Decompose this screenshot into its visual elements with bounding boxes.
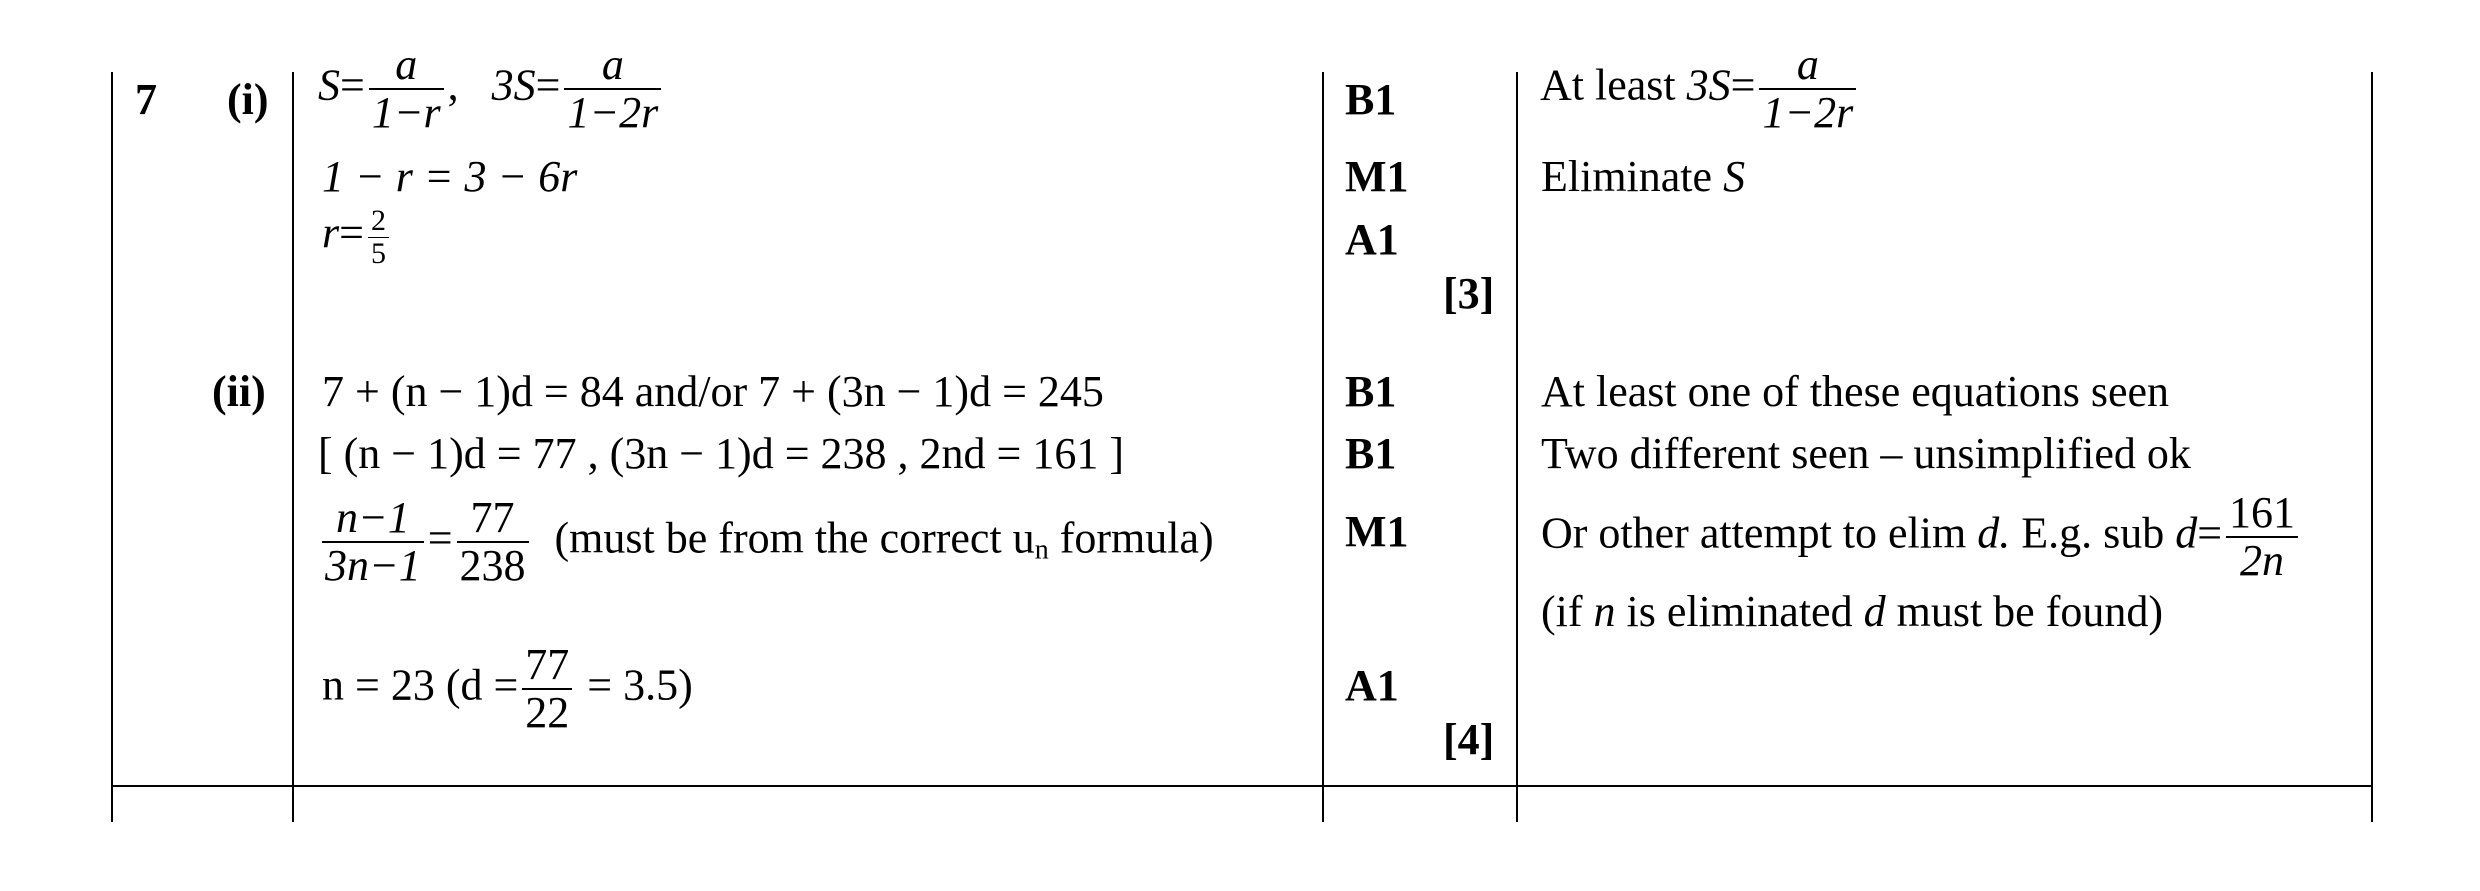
part-label-ii: (ii) bbox=[212, 367, 266, 416]
answer-text: = 3.5) bbox=[576, 660, 693, 710]
fraction-denominator: 3n−1 bbox=[325, 541, 421, 591]
answer-text: n = 23 (d = bbox=[322, 660, 519, 710]
answer-i-line1 bbox=[318, 40, 798, 152]
part-label-i: (i) bbox=[227, 75, 269, 124]
guidance-text: Or other attempt to elim bbox=[1541, 508, 1967, 558]
guidance-text: must be found) bbox=[1896, 587, 2163, 636]
fraction-numerator: a bbox=[369, 42, 444, 90]
fraction-numerator: 2 bbox=[368, 205, 389, 238]
row-divider bbox=[111, 785, 2373, 787]
equals-sign: = bbox=[535, 60, 561, 110]
mark-code: B1 bbox=[1345, 429, 1397, 478]
mark-code: M1 bbox=[1345, 152, 1409, 201]
var-d: d bbox=[1863, 587, 1886, 636]
subscript-n: n bbox=[1034, 534, 1049, 566]
answer-i-line2: 1 − r = 3 − 6r bbox=[322, 152, 578, 201]
guidance-text: At least bbox=[1540, 60, 1676, 110]
mark-code: A1 bbox=[1345, 215, 1399, 264]
fraction-numerator: 161 bbox=[2226, 490, 2298, 538]
fraction-numerator: 77 bbox=[457, 495, 529, 543]
fraction-denominator: 1−r bbox=[371, 88, 441, 138]
mark-code: B1 bbox=[1345, 367, 1397, 416]
var-s: S bbox=[318, 60, 340, 110]
fraction-denominator: 1−2r bbox=[1762, 88, 1854, 138]
equals-sign: = bbox=[2197, 508, 2223, 558]
guidance-text: is eliminated bbox=[1626, 587, 1853, 636]
fraction-numerator: a bbox=[564, 42, 661, 90]
column-divider-part bbox=[292, 72, 294, 822]
fraction-numerator: 77 bbox=[522, 642, 572, 690]
guidance-ii-line1: At least one of these equations seen bbox=[1541, 367, 2170, 416]
answer-ii-line2: [ (n − 1)d = 77 , (3n − 1)d = 238 , 2nd = 161 ] bbox=[318, 429, 1124, 478]
guidance-text: Eliminate bbox=[1541, 152, 1713, 201]
fraction-denominator: 22 bbox=[525, 688, 570, 738]
table-border-right bbox=[2371, 72, 2373, 822]
guidance-text: (if bbox=[1541, 587, 1583, 636]
fraction-denominator: 238 bbox=[459, 541, 526, 591]
comma: , bbox=[447, 60, 459, 110]
fraction-numerator: a bbox=[1759, 42, 1856, 90]
guidance-ii-line3 bbox=[1541, 490, 2302, 584]
mark-code: M1 bbox=[1345, 507, 1409, 556]
answer-ii-line3 bbox=[318, 495, 1214, 589]
question-number: 7 bbox=[135, 75, 157, 124]
mark-total: [4] bbox=[1443, 715, 1495, 764]
mark-total: [3] bbox=[1443, 269, 1495, 318]
var-d: d. bbox=[1977, 508, 2011, 558]
guidance-text: E.g. sub bbox=[2010, 508, 2165, 558]
answer-i-line3 bbox=[322, 205, 393, 269]
column-divider-marks bbox=[1322, 72, 1324, 822]
var-3s: 3S bbox=[491, 60, 536, 110]
note-text: formula) bbox=[1048, 513, 1214, 563]
column-divider-guidance bbox=[1516, 72, 1518, 822]
fraction-numerator: n−1 bbox=[322, 495, 424, 543]
fraction-denominator: 2n bbox=[2240, 536, 2285, 586]
var-s: S bbox=[1723, 152, 1746, 201]
answer-ii-line4 bbox=[322, 642, 693, 736]
guidance-i-line2 bbox=[1541, 152, 1746, 201]
var-r: r bbox=[322, 208, 340, 258]
equals-sign: = bbox=[427, 513, 453, 563]
fraction-denominator: 1−2r bbox=[567, 88, 659, 138]
var-d: d bbox=[2175, 508, 2198, 558]
note-text: (must be from the correct u bbox=[554, 513, 1035, 563]
equals-sign: = bbox=[340, 60, 365, 110]
guidance-i-line1 bbox=[1540, 40, 2140, 152]
table-border-left bbox=[111, 72, 113, 822]
guidance-ii-line2: Two different seen – unsimplified ok bbox=[1541, 429, 2191, 478]
var-n: n bbox=[1593, 587, 1616, 636]
mark-code: B1 bbox=[1345, 75, 1397, 124]
equals-sign: = bbox=[339, 208, 364, 258]
fraction-denominator: 5 bbox=[370, 236, 386, 270]
mark-code: A1 bbox=[1345, 661, 1399, 710]
answer-ii-line1: 7 + (n − 1)d = 84 and/or 7 + (3n − 1)d = 245 bbox=[322, 367, 1104, 416]
guidance-ii-line4 bbox=[1541, 587, 2163, 636]
var-3s: 3S bbox=[1686, 60, 1731, 110]
equals-sign: = bbox=[1730, 60, 1756, 110]
